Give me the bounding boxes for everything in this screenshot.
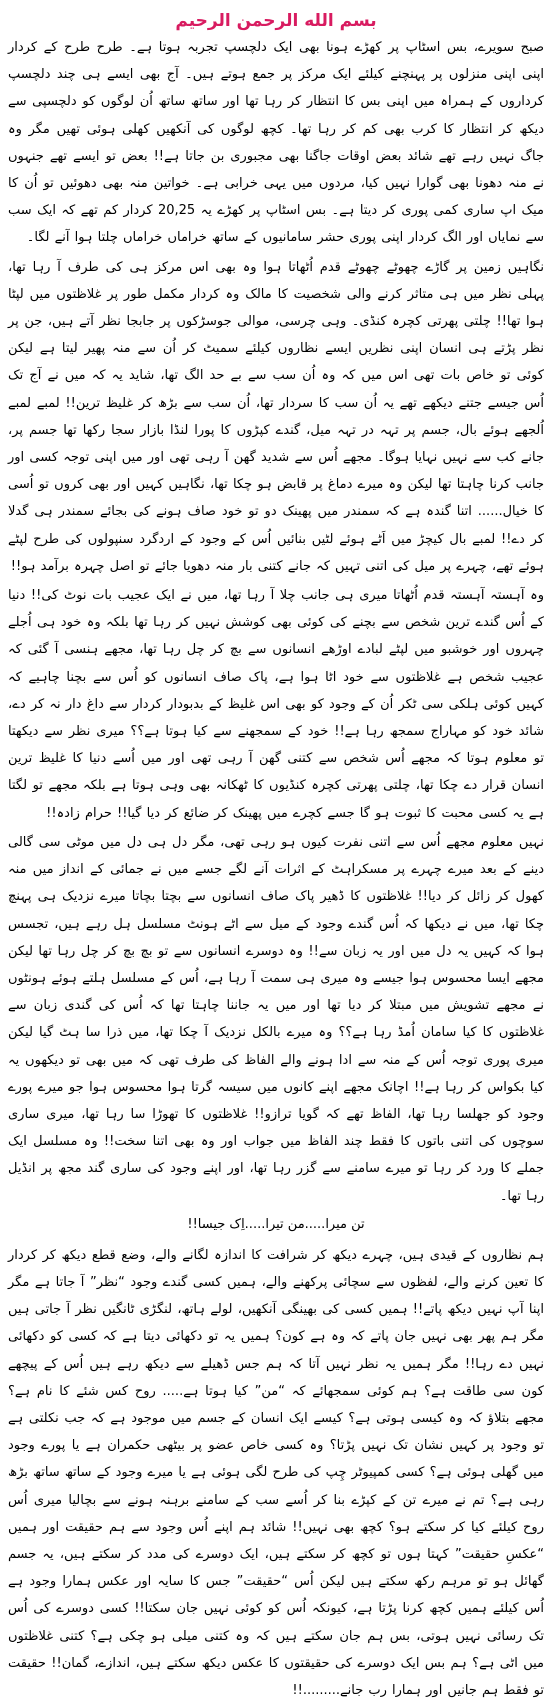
article-paragraph-1: صبح سویرے، بس اسٹاپ پر کھڑے ہونا بھی ایک دلچسپ تجربہ ہوتا ہے۔ طرح طرح کے کردار اپنی اپنی منزلوں پر پہنچنے کیلئے ایک مرکز پر جمع ہوتے ہیں۔ آج بھی ایسے ہی چند دلچسپ کرداروں کے ہمراہ میں اپنی بس کا انتظار کر رہا تھا اور ساتھ ساتھ اُن لوگوں کو دلچسپی سے دیکھ کر انتظار کا کرب بھی کم کر رہا تھا۔ کچھ لوگوں کی آنکھیں کھلی ہوئی تھیں مگر وہ جاگ نہیں رہے تھے شائد بعض اوقات جاگنا بھی مجبوری بن جاتا ہے!! بعض تو ایسے تھے جنہوں نے منہ دھونا بھی گوارا نہیں کیا، مردوں میں یہی خرابی ہے۔ خواتین منہ بھی دھوئیں تو اُن کا میک اپ ساری کمی پوری کر دیتا ہے۔ بس اسٹاپ پر کھڑے یہ 20,25 کردار کم تھے کہ ایک سب سے نمایاں اور الگ کردار اپنی پوری حشر سامانیوں کے ساتھ خراماں خراماں چلتا ہوا آنے لگا۔: [8, 40, 545, 246]
page-title: بسم الله الرحمن الرحیم: [175, 11, 377, 31]
article-paragraph-3: وہ آہستہ آہستہ قدم اُٹھاتا میری ہی جانب چلا آ رہا تھا، میں نے ایک عجیب بات نوٹ کی!! دنیا کے اُس گندے ترین شخص سے بچنے کی کوئی بھی کوشش نہیں کر رہا تھا بلکہ وہ خود ہی اُجلے چہروں اور خوشبو میں لپٹے لبادے اوڑھے انسانوں سے بچ کر چل رہا تھا، مجھے ہنسی آ گئی کہ عجیب شخص ہے غلاظتوں سے خود اٹا ہوا ہے، پاک صاف انسانوں کو اُس سے بچنا چاہیے کہ کہیں کوئی ہلکی سی ٹکر اُن کے وجود کو بھی اس غلیظ کے بدبودار کردار سے داغ دار نہ کر دے، شائد خود کو مہاراج سمجھ رہا ہے!! خود کے سمجھنے سے کیا ہوتا ہے؟؟ میری نظر سے دیکھتا تو معلوم ہوتا کہ مجھے اُس شخص سے کتنی گھن آ رہی تھی اور میں اُسے دنیا کا غلیظ ترین انسان قرار دے چکا تھا، چلتی پھرتی کچرہ کنڈیوں کا ٹھکانہ بھی وہی ہوتا ہے بلکہ مجھے تو لگتا ہے یہ کسی محبت کا ثبوت ہو گا جسے کچرے میں پھینک کر ضائع کر دیا گیا!! حرام زادہ!!: [8, 588, 544, 821]
article-paragraph-4: نہیں معلوم مجھے اُس سے اتنی نفرت کیوں ہو رہی تھی، مگر دل ہی دل میں موٹی سی گالی دینے کے بعد میرے چہرے پر مسکراہٹ کے اثرات آنے لگے جسے میں نے جمائی کے انداز میں منہ کھول کر زائل کر دیا!! غلاظتوں کا ڈھیر پاک صاف انسانوں سے بچتا بچاتا میرے نزدیک ہی پہنچ چکا تھا، میں نے دیکھا کہ اُس گندے وجود کے میل سے اٹے ہونٹ مسلسل ہل رہے ہیں، تجسس ہوا کہ کہیں یہ دل میں اور یہ زبان سے!! وہ دوسرے انسانوں سے تو بچ بچ کر چل رہا تھا لیکن مجھے ایسا محسوس ہوا جیسے وہ میری ہی سمت آ رہا ہے، اُس کے مسلسل ہلتے ہوئے ہونٹوں نے مجھے تشویش میں مبتلا کر دیا تھا اور میں یہ جاننا چاہتا تھا کہ اُس کی گندی زبان سے غلاظتوں کا کیا سامان اُمڈ رہا ہے؟؟ وہ میرے بالکل نزدیک آ چکا تھا، میں ذرا سا ہٹ گیا لیکن میری پوری توجہ اُس کے منہ سے ادا ہونے والے الفاظ کی طرف تھی کہ میں بھی تو دیکھوں یہ کیا بکواس کر رہا ہے!! اچانک مجھے اپنے کانوں میں سیسہ گرتا ہوا محسوس ہوا جو میرے پورے وجود کو جھلسا رہا تھا، الفاظ تھے کہ گویا ترازو!! غلاظتوں کا تھوڑا سا رہا تھا، میری ساری سوچوں کی اتنی باتوں کا فقط چند الفاظ میں جواب اور وہ بھی اتنا سخت!! وہ مسلسل ایک جملے کا ورد کر رہا تو میرے سامنے سے گزر رہا تھا، اور اپنے وجود کی ساری گند مجھ پر انڈیل رہا تھا۔: [8, 834, 544, 1204]
closing-paragraph: ہم نظاروں کے قیدی ہیں، چہرے دیکھ کر شرافت کا اندازہ لگانے والے، وضع قطع دیکھ کر کردار کا تعین کرنے والے، لفظوں سے سچائی پرکھنے والے، ہمیں کسی گندے وجود “نظر” آ جاتا ہے مگر اپنا آپ نہیں دیکھ پاتے!! ہمیں کسی کی بھینگی آنکھیں، لولے ہاتھ، لنگڑی ٹانگیں نظر آ جاتی ہیں مگر ہم پھر بھی نہیں جان پاتے کہ وہ ہے کون؟ ہمیں یہ تو دکھائی دیتا ہے کہ کسی کو دکھائی نہیں دے رہا!! مگر ہمیں یہ نظر نہیں آتا کہ ہم جس ڈھیلے سے دیکھ رہے ہیں اُس کے پیچھے کون سی طاقت ہے؟ ہم کوئی سمجھائے کہ “من” کیا ہوتا ہے..... روح کس شئے کا نام ہے؟ مجھے بتلاؤ کہ وہ کیسی ہوتی ہے؟ کیسے ایک انسان کے جسم میں موجود ہے کہ جب نکلتی ہے تو وجود پر کہیں نشان تک نہیں پڑتا؟ وہ کسی خاص عضو پر بیٹھی حکمران ہے یا پورے وجود میں گھلی ہوئی ہے؟ کسی کمپیوٹر چِپ کی طرح لگی ہوئی ہے یا میرے وجود کے ساتھ ساتھ بڑھ رہی ہے؟ تم نے میرے تن کے کپڑے بنا کر اُسے سب کے سامنے برہنہ ہونے سے بچالیا میری اُس روح کیلئے کیا کر سکتے ہو؟ کچھ بھی نہیں!! شائد ہم اپنے اُس وجود سے ہم حقیقت اور ہمیں “عکسِ حقیقت” کہتا ہوں تو کچھ کر سکتے ہیں، ایک دوسرے کی مدد کر سکتے ہیں، یہ جسم گھائل ہو تو مرہم رکھ سکتے ہیں لیکن اُس “حقیقت” جس کا سایہ اور عکس ہمارا وجود ہے اُس کیلئے ہمیں کچھ کرنا پڑتا ہے، کیونکہ اُس کو کوئی نہیں جان سکتا!! کسی دوسرے کی اُس تک رسائی نہیں ہوتی، بس ہم جان سکتے ہیں کہ وہ کتنی میلی ہو چکی ہے؟ کتنی غلاظتوں میں اٹی ہے؟ ہم بس ایک دوسرے کی حقیقتوں کا عکس دیکھ سکتے ہیں، اندازے، گمان!! حقیقت تو فقط ہم جانیں اور ہمارا رب جانے.........!!: [8, 1247, 544, 1698]
article-paragraph-2: نگاہیں زمین پر گاڑے چھوٹے چھوٹے قدم اُٹھاتا ہوا وہ بھی اس مرکز ہی کی طرف آ رہا تھا، پہلی نظر میں ہی متاثر کرنے والی شخصیت کا مالک وہ کردار مکمل طور پر غلاظتوں میں لپٹا ہوا تھا!! چلتی پھرتی کچرہ کنڈی۔ وہی چرسی، موالی جوسڑکوں پر جابجا نظر آتے ہیں، جن پر نظر پڑتے ہی انسان اپنی نظریں ایسے نظاروں کیلئے سمیٹ کر اُن سے منہ پھیر لیتا ہے لیکن کوئی تو خاص بات تھی اس میں کہ وہ اُن سب سے بے حد الگ تھا، شاید یہ کہ میں نے آج تک اُس جیسے جتنے دیکھے تھے یہ اُن سب کا سردار تھا، اُن سب سے بڑھ کر غلیظ ترین!! لمبے لمبے اُلجھے ہوئے بال، جسم پر تہہ در تہہ میل، گندے کپڑوں کا پورا لنڈا بازار سجا رکھا تھا جسم پر، جانے کب سے نہیں نہایا ہوگا۔ مجھے اُس سے شدید گھن آ رہی تھی اور میں اپنی توجہ کسی اور جانب کرنا چاہتا تھا لیکن وہ میرے دماغ پر قابض ہو چکا تھا، نگاہیں کہیں اور بھی کروں تو اُسی کا خیال...... اتنا گندہ ہے کہ سمندر میں پھینک دو تو خود صاف ہونے کی بجائے سمندر ہی گدلا کر دے!! لمبے بال کیچڑ میں اَٹے ہوئے لٹیں بنائیں اُس کے وجود کے اردگرد سنپولوں کی طرح لپٹے ہوئے تھے، چہرے پر میل کی اتنی تہیں کہ جانے کتنی بار منہ دھویا جائے تو اصل چہرہ برآمد ہو!!: [8, 259, 544, 574]
verse-line: تن میرا.....من تیرا.....اِک جیسا!!: [187, 1216, 365, 1232]
